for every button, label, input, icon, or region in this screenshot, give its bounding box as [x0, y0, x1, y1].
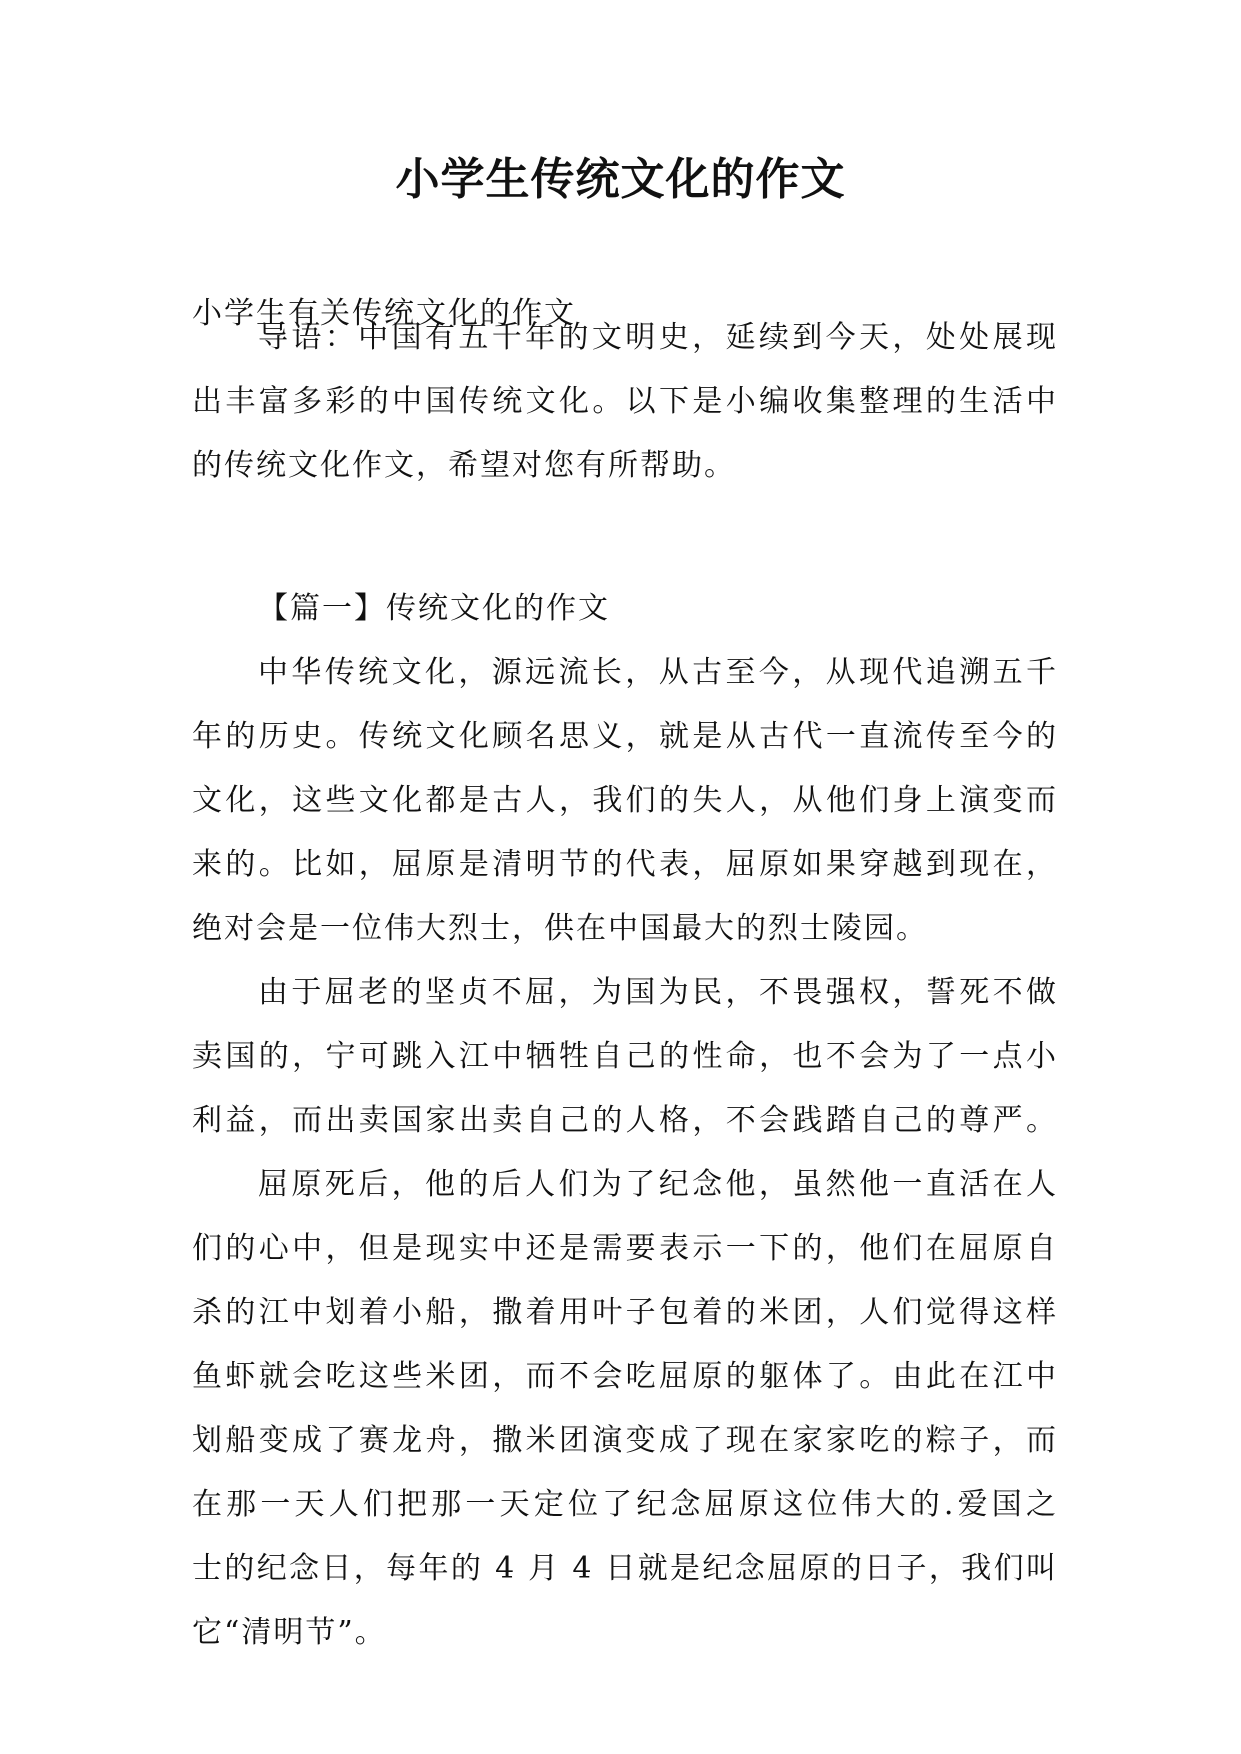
intro-paragraph: [192, 306, 1058, 498]
text-line: 卖国的，宁可跳入江中牺牲自己的性命，也不会为了一点小: [192, 1039, 1058, 1074]
text-line: 杀的江中划着小船，撒着用叶子包着的米团，人们觉得这样: [192, 1295, 1058, 1330]
text-line: 鱼虾就会吃这些米团，而不会吃屈原的躯体了。由此在江中: [192, 1359, 1058, 1394]
text-line: 来的。比如，屈原是清明节的代表，屈原如果穿越到现在，: [192, 847, 1058, 882]
text-line: 在那一天人们把那一天定位了纪念屈原这位伟大的.爱国之: [192, 1487, 1058, 1522]
text-line: 文化，这些文化都是古人，我们的失人，从他们身上演变而: [192, 783, 1058, 818]
text-line: 利益，而出卖国家出卖自己的人格，不会践踏自己的尊严。: [192, 1103, 1058, 1138]
text-line: 绝对会是一位伟大烈士，供在中国最大的烈士陵园。: [192, 911, 928, 946]
text-line: 划船变成了赛龙舟，撒米团演变成了现在家家吃的粽子，而: [192, 1423, 1058, 1458]
subtitle: 小学生有关传统文化的作文: [192, 296, 576, 331]
text-line: 由于屈老的坚贞不屈，为国为民，不畏强权，誓死不做: [258, 975, 1058, 1010]
page-title: 小学生传统文化的作文: [395, 154, 846, 205]
text-line: 年的历史。传统文化顾名思义，就是从古代一直流传至今的: [192, 719, 1058, 754]
text-line: 中华传统文化，源远流长，从古至今，从现代追溯五千: [258, 655, 1058, 690]
text-line: 屈原死后，他的后人们为了纪念他，虽然他一直活在人: [258, 1167, 1058, 1202]
section-heading: 【篇一】传统文化的作文: [258, 591, 610, 626]
paragraph-3: [192, 1153, 1058, 1665]
paragraph-2: [192, 961, 1058, 1153]
text-line: 的传统文化作文，希望对您有所帮助。: [192, 448, 736, 483]
paragraph-1: [192, 641, 1058, 961]
text-line: 士的纪念日，每年的 4 月 4 日就是纪念屈原的日子，我们叫: [192, 1551, 1058, 1586]
text-line: 它“清明节”。: [192, 1615, 387, 1650]
text-line: 出丰富多彩的中国传统文化。以下是小编收集整理的生活中: [192, 384, 1058, 419]
text-line: 们的心中，但是现实中还是需要表示一下的，他们在屈原自: [192, 1231, 1058, 1266]
text-line: 导语：中国有五千年的文明史，延续到今天，处处展现: [258, 320, 1058, 355]
